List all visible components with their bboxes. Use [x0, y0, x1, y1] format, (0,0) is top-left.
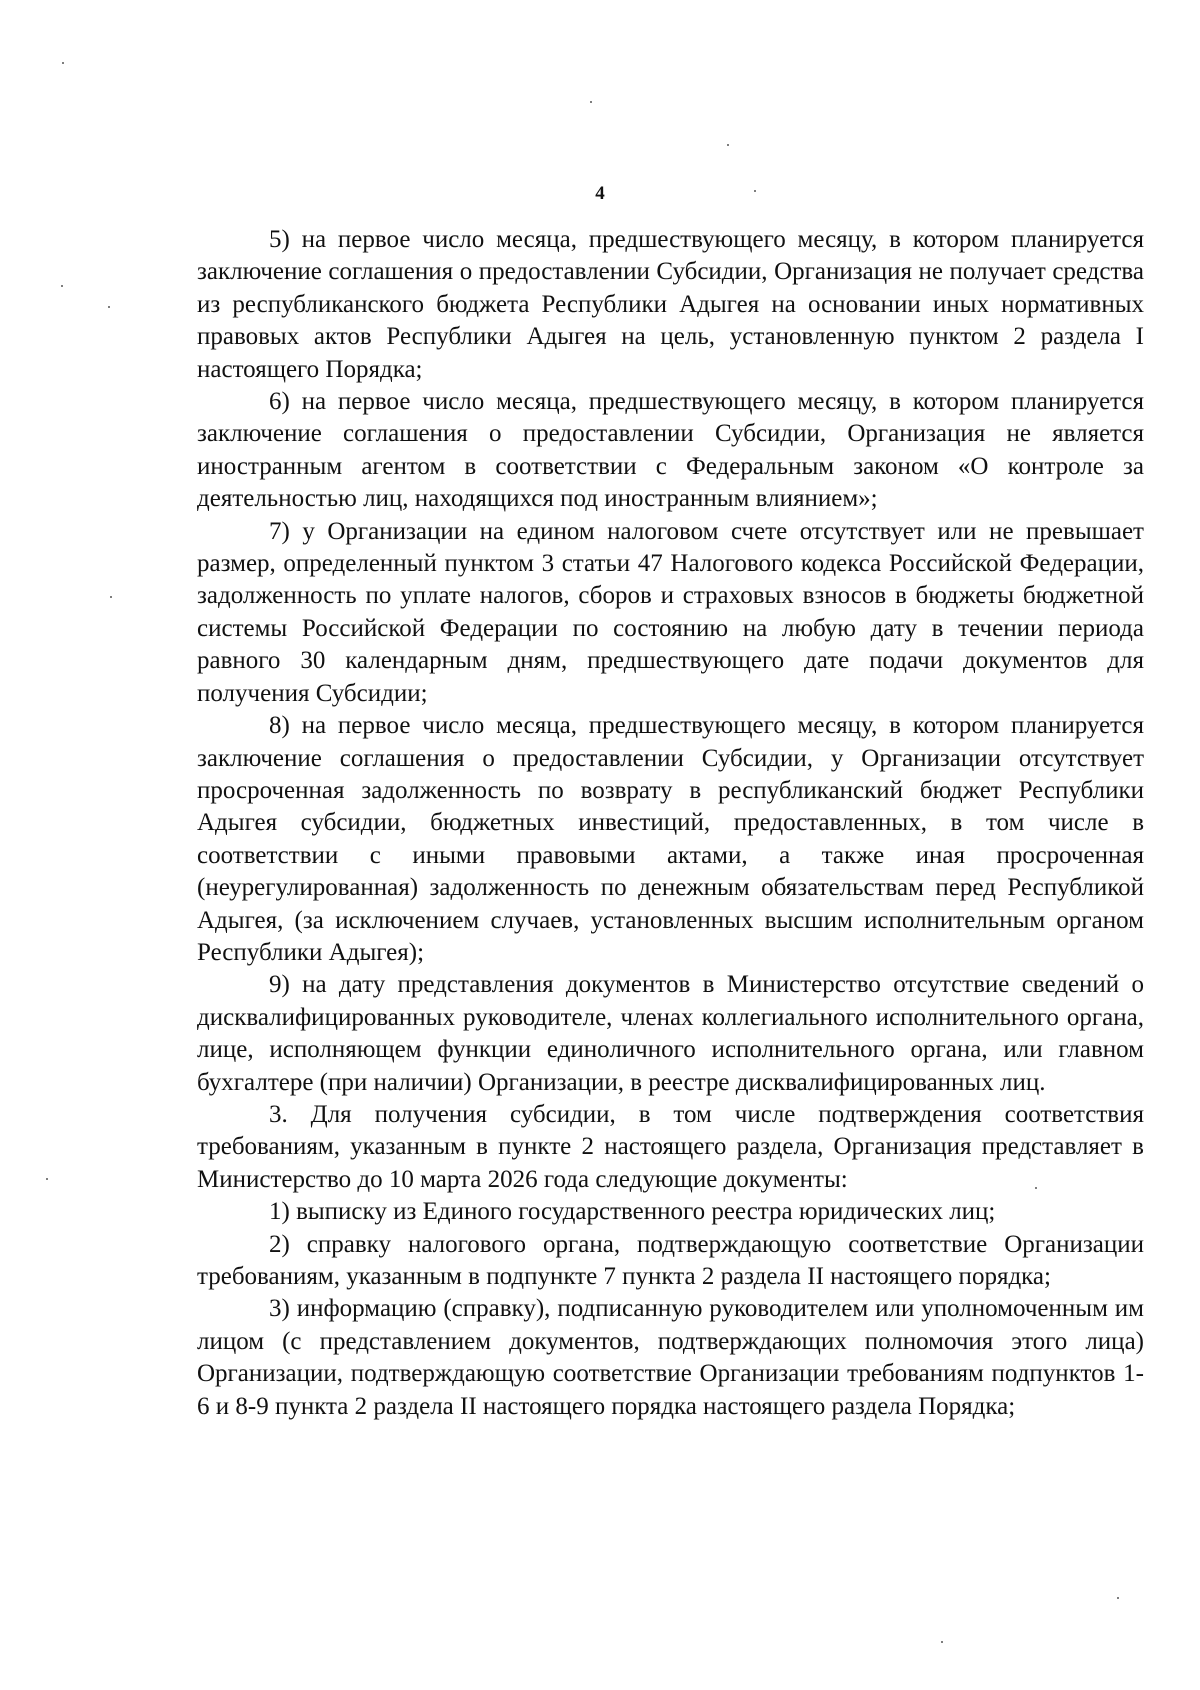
scan-speck — [61, 285, 63, 287]
paragraph-item-8: 8) на первое число месяца, предшествующего месяцу, в котором планируется заключение соглашения о предоставлении Субсидии, у Организации отсутствует просроченная задолженность по возврату в республиканский бюджет Республики Адыгея субсидии, бюджетных инвестиций, предоставленных, в том числе в соответствии с иными правовыми актами, а также иная просроченная (неурегулированная) задолженность по денежным обязательствам перед Республикой Адыгея, (за исключением случаев, установленных высшим исполнительным органом Республики Адыгея); — [197, 712, 1144, 966]
paragraph-doc-2: 2) справку налогового органа, подтверждающую соответствие Организации требованиям, указанным в подпункте 7 пункта 2 раздела II настоящего порядка; — [197, 1230, 1144, 1290]
document-body — [197, 224, 1144, 1423]
scan-speck — [46, 1178, 48, 1180]
scan-speck — [727, 144, 729, 146]
scan-speck — [941, 1641, 943, 1643]
scan-speck — [110, 596, 112, 598]
paragraph-item-5: 5) на первое число месяца, предшествующего месяцу, в котором планируется заключение соглашения о предоставлении Субсидии, Организация не получает средства из республиканского бюджета Республики Адыгея на основании иных нормативных правовых актов Республики Адыгея на цель, установленную пунктом 2 раздела I настоящего Порядка; — [197, 226, 1144, 383]
scan-speck — [108, 306, 110, 308]
paragraph-doc-3: 3) информацию (справку), подписанную руководителем или уполномоченным им лицом (с представлением документов, подтверждающих полномочия этого лица) Организации, подтверждающую соответствие Организации требованиям подпунктов 1-6 и 8-9 пункта 2 раздела II настоящего порядка настоящего раздела Порядка; — [197, 1295, 1144, 1420]
paragraph-item-7: 7) у Организации на едином налоговом счете отсутствует или не превышает размер, определенный пунктом 3 статьи 47 Налогового кодекса Российской Федерации, задолженность по уплате налогов, сборов и страховых взносов в бюджеты бюджетной системы Российской Федерации по состоянию на любую дату в течении периода равного 30 календарным дням, предшествующего дате подачи документов для получения Субсидии; — [197, 517, 1144, 707]
scan-speck — [1117, 1597, 1119, 1599]
paragraph-doc-1: 1) выписку из Единого государственного реестра юридических лиц; — [269, 1198, 996, 1226]
page-number: 4 — [595, 183, 605, 204]
scan-speck — [590, 101, 592, 103]
paragraph-item-9: 9) на дату представления документов в Министерство отсутствие сведений о дисквалифицированных руководителе, членах коллегиального исполнительного органа, лице, исполняющем функции единоличного исполнительного органа, или главном бухгалтере (при наличии) Организации, в реестре дисквалифицированных лиц. — [197, 971, 1144, 1096]
scan-speck — [62, 62, 64, 64]
paragraph-item-6: 6) на первое число месяца, предшествующего месяцу, в котором планируется заключение соглашения о предоставлении Субсидии, Организация не является иностранным агентом в соответствии с Федеральным законом «О контроле за деятельностью лиц, находящихся под иностранным влиянием»; — [197, 388, 1144, 513]
paragraph-section-3: 3. Для получения субсидии, в том числе подтверждения соответствия требованиям, указанным в пункте 2 настоящего раздела, Организация представляет в Министерство до 10 марта 2026 года следующие документы: — [197, 1100, 1144, 1193]
